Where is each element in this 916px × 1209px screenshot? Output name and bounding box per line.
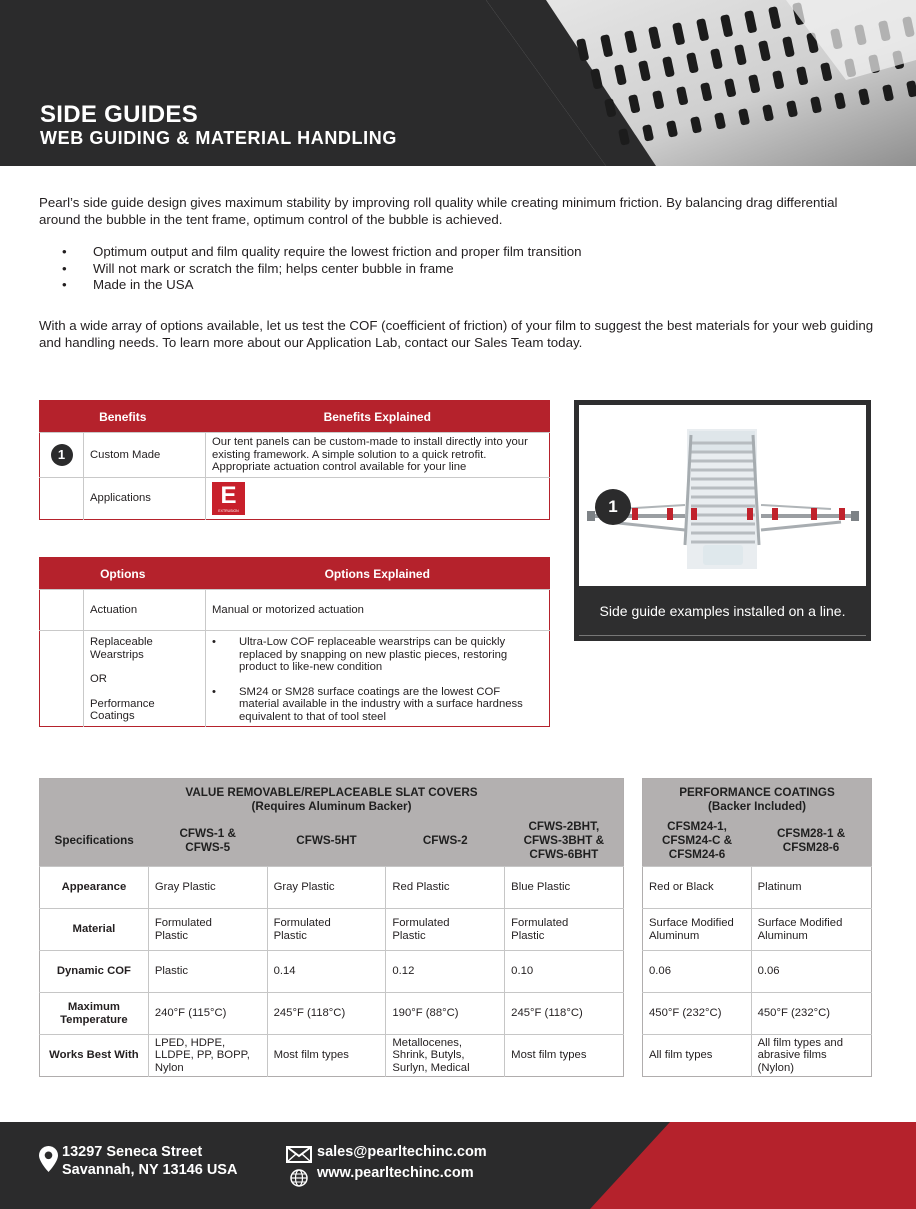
table-row	[40, 993, 624, 1035]
table-row	[40, 867, 624, 909]
options-header: Options	[40, 558, 206, 590]
row-label: Appearance	[40, 867, 149, 909]
table-cell: 450°F (232°C)	[643, 993, 752, 1035]
table-row	[643, 867, 872, 909]
row-label: Works Best With	[40, 1035, 149, 1077]
address-line-2: Savannah, NY 13146 USA	[62, 1162, 238, 1178]
intro-paragraph: Pearl’s side guide design gives maximum stability by improving roll quality while creating minimum friction. By balancing drag differential around the bubble in the tent frame, optimum control of the bubble is achieved.	[39, 195, 838, 227]
table-cell: Formulated Plastic	[386, 909, 505, 951]
option-name: Replaceable Wearstrips OR Performance Coatings	[84, 631, 206, 727]
benefit-name: Applications	[84, 478, 206, 520]
feature-item: • Made in the USA	[62, 277, 582, 294]
column-header: CFSM24-1, CFSM24-C & CFSM24-6	[643, 817, 752, 867]
page-title: SIDE GUIDES	[40, 101, 198, 128]
footer-accent	[590, 1122, 916, 1209]
table-cell: Most film types	[267, 1035, 386, 1077]
column-header: CFWS-1 & CFWS-5	[148, 817, 267, 867]
table-cell: Surface Modified Aluminum	[751, 909, 871, 951]
table-row	[643, 951, 872, 993]
option-name: Actuation	[84, 590, 206, 631]
side-guide-photo	[579, 405, 866, 586]
table-row	[643, 1035, 872, 1077]
header-photo-slat-guides	[486, 0, 916, 166]
performance-coatings-title: PERFORMANCE COATINGS (Backer Included)	[643, 779, 872, 817]
number-badge: 1	[51, 444, 73, 466]
table-cell: All film types	[643, 1035, 752, 1077]
table-cell: 0.14	[267, 951, 386, 993]
table-cell: Gray Plastic	[267, 867, 386, 909]
feature-list	[62, 244, 582, 294]
specifications-header: Specifications	[40, 817, 149, 867]
benefits-header: Benefits	[40, 401, 206, 433]
column-header: CFWS-5HT	[267, 817, 386, 867]
table-cell: 245°F (118°C)	[267, 993, 386, 1035]
table-cell: Blue Plastic	[505, 867, 624, 909]
table-cell: Plastic	[148, 951, 267, 993]
page-footer	[0, 1122, 916, 1209]
benefit-explanation: Our tent panels can be custom-made to install directly into your existing framework. A simple solution to a quick retrofit. Appropriate actuation control available for your line	[206, 433, 550, 478]
table-cell: Surface Modified Aluminum	[643, 909, 752, 951]
table-cell: Formulated Plastic	[267, 909, 386, 951]
feature-item: • Will not mark or scratch the film; helps center bubble in frame	[62, 261, 582, 278]
extrusion-logo: E EXTRUSION	[212, 482, 245, 515]
options-explained-header: Options Explained	[206, 558, 550, 590]
column-header: CFWS-2	[386, 817, 505, 867]
slat-covers-table	[39, 778, 624, 1077]
benefits-table	[39, 400, 550, 520]
option-bullet: • Ultra-Low COF replaceable wearstrips can be quickly replaced by snapping on new plastic pieces, restoring product to like-new condition	[212, 636, 543, 674]
closing-paragraph: With a wide array of options available, let us test the COF (coefficient of friction) of your film to suggest the best materials for your web guiding and handling needs. To learn more about our Application Lab, contact our Sales Team today.	[39, 318, 874, 350]
options-table	[39, 557, 550, 727]
row-label: Material	[40, 909, 149, 951]
column-header: CFWS-2BHT, CFWS-3BHT & CFWS-6BHT	[505, 817, 624, 867]
table-cell: LPED, HDPE, LLDPE, PP, BOPP, Nylon	[148, 1035, 267, 1077]
table-cell: 0.12	[386, 951, 505, 993]
table-cell: 0.06	[751, 951, 871, 993]
table-cell: Formulated Plastic	[505, 909, 624, 951]
column-header: CFSM28-1 & CFSM28-6	[751, 817, 871, 867]
table-cell: Platinum	[751, 867, 871, 909]
map-pin-icon	[39, 1146, 58, 1172]
row-label: Maximum Temperature	[40, 993, 149, 1035]
benefit-name: Custom Made	[84, 433, 206, 478]
option-explanation: Manual or motorized actuation	[206, 590, 550, 631]
table-cell: All film types and abrasive films (Nylon)	[751, 1035, 871, 1077]
option-bullet: • SM24 or SM28 surface coatings are the lowest COF material available in the industry with a surface hardness equivalent to that of tool steel	[212, 686, 543, 724]
table-cell: 190°F (88°C)	[386, 993, 505, 1035]
photo-caption: Side guide examples installed on a line.	[599, 603, 846, 619]
table-cell: Red or Black	[643, 867, 752, 909]
slat-covers-title: VALUE REMOVABLE/REPLACEABLE SLAT COVERS (Requires Aluminum Backer)	[40, 779, 624, 817]
row-label: Dynamic COF	[40, 951, 149, 993]
table-cell: 0.06	[643, 951, 752, 993]
email-link[interactable]: sales@pearltechinc.com	[317, 1144, 487, 1160]
table-row	[40, 1035, 624, 1077]
page-header	[0, 0, 916, 166]
photo-panel	[574, 400, 871, 641]
globe-icon	[290, 1169, 308, 1187]
address-line-1: 13297 Seneca Street	[62, 1144, 203, 1160]
table-cell: 245°F (118°C)	[505, 993, 624, 1035]
table-row	[643, 993, 872, 1035]
table-cell: Most film types	[505, 1035, 624, 1077]
performance-coatings-table	[642, 778, 872, 1077]
table-cell: Metallocenes, Shrink, Butyls, Surlyn, Medical	[386, 1035, 505, 1077]
benefits-explained-header: Benefits Explained	[206, 401, 550, 433]
feature-item: • Optimum output and film quality require the lowest friction and proper film transition	[62, 244, 582, 261]
table-cell: Red Plastic	[386, 867, 505, 909]
table-row	[40, 951, 624, 993]
table-cell: 0.10	[505, 951, 624, 993]
table-cell: 450°F (232°C)	[751, 993, 871, 1035]
number-badge: 1	[608, 497, 618, 516]
table-cell: Formulated Plastic	[148, 909, 267, 951]
table-row	[40, 909, 624, 951]
table-cell: Gray Plastic	[148, 867, 267, 909]
envelope-icon	[286, 1146, 312, 1163]
website-link[interactable]: www.pearltechinc.com	[317, 1165, 474, 1181]
caption-divider	[579, 635, 866, 636]
page-subtitle: WEB GUIDING & MATERIAL HANDLING	[40, 128, 397, 148]
table-row	[643, 909, 872, 951]
option-explanation-list	[212, 636, 543, 724]
table-cell: 240°F (115°C)	[148, 993, 267, 1035]
